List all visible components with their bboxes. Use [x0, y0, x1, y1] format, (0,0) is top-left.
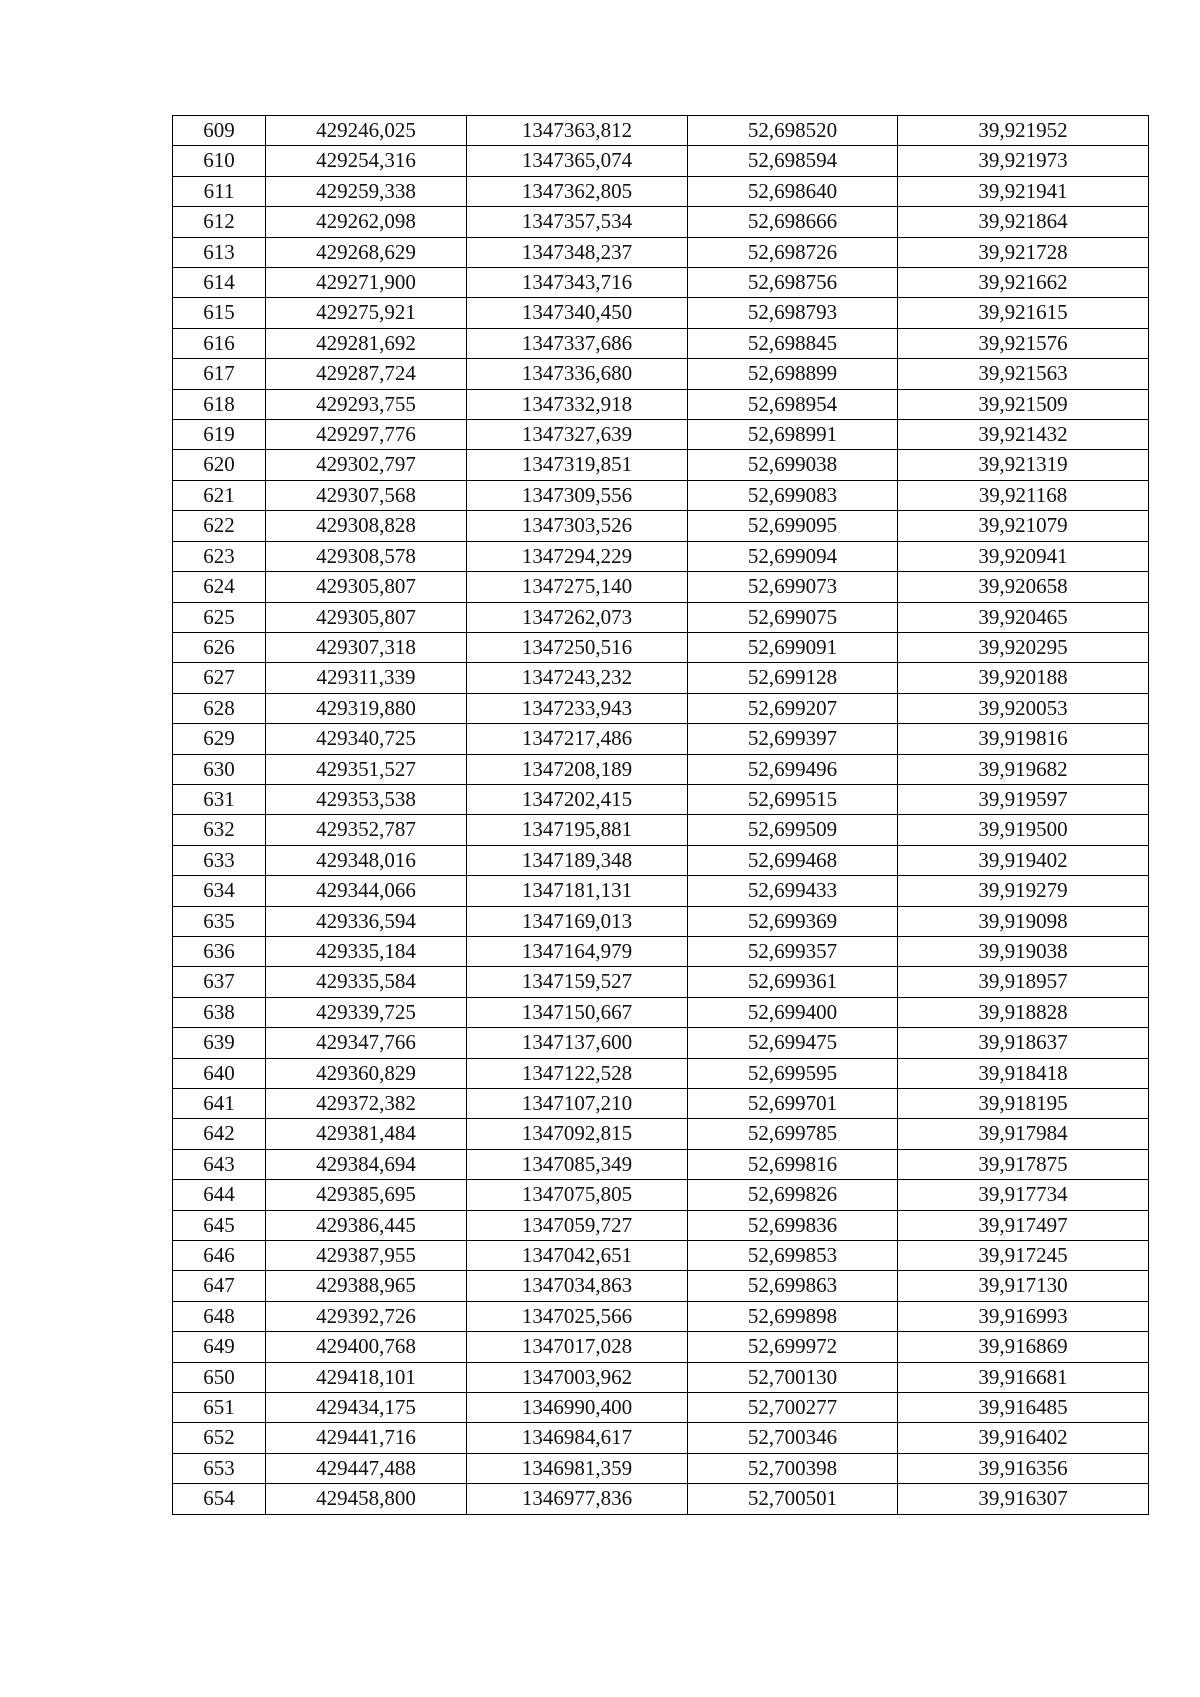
x-coordinate-cell: 429293,755 [266, 389, 467, 419]
y-coordinate-cell: 1347340,450 [467, 298, 688, 328]
point-number-cell: 645 [173, 1210, 266, 1240]
longitude-cell: 39,917245 [898, 1241, 1149, 1271]
point-number-cell: 613 [173, 237, 266, 267]
point-number-cell: 652 [173, 1423, 266, 1453]
x-coordinate-cell: 429386,445 [266, 1210, 467, 1240]
latitude-cell: 52,698520 [688, 116, 898, 146]
table-row [173, 359, 1149, 389]
y-coordinate-cell: 1347337,686 [467, 328, 688, 358]
latitude-cell: 52,699898 [688, 1301, 898, 1331]
longitude-cell: 39,921941 [898, 176, 1149, 206]
point-number-cell: 648 [173, 1301, 266, 1331]
y-coordinate-cell: 1347332,918 [467, 389, 688, 419]
y-coordinate-cell: 1347208,189 [467, 754, 688, 784]
latitude-cell: 52,700346 [688, 1423, 898, 1453]
longitude-cell: 39,920053 [898, 693, 1149, 723]
table-row [173, 754, 1149, 784]
point-number-cell: 643 [173, 1149, 266, 1179]
latitude-cell: 52,699400 [688, 997, 898, 1027]
y-coordinate-cell: 1347365,074 [467, 146, 688, 176]
latitude-cell: 52,699496 [688, 754, 898, 784]
x-coordinate-cell: 429319,880 [266, 693, 467, 723]
x-coordinate-cell: 429305,807 [266, 572, 467, 602]
x-coordinate-cell: 429275,921 [266, 298, 467, 328]
point-number-cell: 628 [173, 693, 266, 723]
x-coordinate-cell: 429381,484 [266, 1119, 467, 1149]
latitude-cell: 52,699509 [688, 815, 898, 845]
latitude-cell: 52,699785 [688, 1119, 898, 1149]
table-row [173, 298, 1149, 328]
point-number-cell: 609 [173, 116, 266, 146]
x-coordinate-cell: 429271,900 [266, 268, 467, 298]
longitude-cell: 39,919402 [898, 845, 1149, 875]
y-coordinate-cell: 1347348,237 [467, 237, 688, 267]
latitude-cell: 52,699369 [688, 906, 898, 936]
x-coordinate-cell: 429307,318 [266, 632, 467, 662]
y-coordinate-cell: 1347243,232 [467, 663, 688, 693]
coordinates-table [172, 115, 1149, 1515]
longitude-cell: 39,919816 [898, 724, 1149, 754]
latitude-cell: 52,699038 [688, 450, 898, 480]
y-coordinate-cell: 1347107,210 [467, 1089, 688, 1119]
latitude-cell: 52,700398 [688, 1453, 898, 1483]
y-coordinate-cell: 1347262,073 [467, 602, 688, 632]
x-coordinate-cell: 429302,797 [266, 450, 467, 480]
x-coordinate-cell: 429308,828 [266, 511, 467, 541]
longitude-cell: 39,916869 [898, 1332, 1149, 1362]
x-coordinate-cell: 429458,800 [266, 1484, 467, 1514]
x-coordinate-cell: 429352,787 [266, 815, 467, 845]
x-coordinate-cell: 429246,025 [266, 116, 467, 146]
latitude-cell: 52,699853 [688, 1241, 898, 1271]
x-coordinate-cell: 429441,716 [266, 1423, 467, 1453]
latitude-cell: 52,698726 [688, 237, 898, 267]
y-coordinate-cell: 1347363,812 [467, 116, 688, 146]
x-coordinate-cell: 429418,101 [266, 1362, 467, 1392]
point-number-cell: 617 [173, 359, 266, 389]
table-row [173, 1210, 1149, 1240]
y-coordinate-cell: 1347362,805 [467, 176, 688, 206]
x-coordinate-cell: 429347,766 [266, 1028, 467, 1058]
latitude-cell: 52,699357 [688, 936, 898, 966]
table-row [173, 572, 1149, 602]
y-coordinate-cell: 1347343,716 [467, 268, 688, 298]
y-coordinate-cell: 1347159,527 [467, 967, 688, 997]
x-coordinate-cell: 429335,584 [266, 967, 467, 997]
y-coordinate-cell: 1347309,556 [467, 480, 688, 510]
latitude-cell: 52,699433 [688, 876, 898, 906]
longitude-cell: 39,919500 [898, 815, 1149, 845]
y-coordinate-cell: 1347003,962 [467, 1362, 688, 1392]
x-coordinate-cell: 429392,726 [266, 1301, 467, 1331]
y-coordinate-cell: 1347319,851 [467, 450, 688, 480]
table-row [173, 876, 1149, 906]
latitude-cell: 52,700130 [688, 1362, 898, 1392]
longitude-cell: 39,916681 [898, 1362, 1149, 1392]
latitude-cell: 52,699075 [688, 602, 898, 632]
longitude-cell: 39,919682 [898, 754, 1149, 784]
latitude-cell: 52,698793 [688, 298, 898, 328]
latitude-cell: 52,699701 [688, 1089, 898, 1119]
table-row [173, 997, 1149, 1027]
point-number-cell: 630 [173, 754, 266, 784]
point-number-cell: 647 [173, 1271, 266, 1301]
x-coordinate-cell: 429400,768 [266, 1332, 467, 1362]
latitude-cell: 52,699863 [688, 1271, 898, 1301]
latitude-cell: 52,699073 [688, 572, 898, 602]
table-row [173, 1423, 1149, 1453]
y-coordinate-cell: 1347025,566 [467, 1301, 688, 1331]
table-row [173, 906, 1149, 936]
x-coordinate-cell: 429388,965 [266, 1271, 467, 1301]
x-coordinate-cell: 429307,568 [266, 480, 467, 510]
x-coordinate-cell: 429339,725 [266, 997, 467, 1027]
latitude-cell: 52,699361 [688, 967, 898, 997]
point-number-cell: 636 [173, 936, 266, 966]
table-row [173, 1149, 1149, 1179]
longitude-cell: 39,917497 [898, 1210, 1149, 1240]
y-coordinate-cell: 1347137,600 [467, 1028, 688, 1058]
point-number-cell: 644 [173, 1180, 266, 1210]
x-coordinate-cell: 429360,829 [266, 1058, 467, 1088]
table-row [173, 1271, 1149, 1301]
x-coordinate-cell: 429434,175 [266, 1393, 467, 1423]
point-number-cell: 612 [173, 207, 266, 237]
x-coordinate-cell: 429297,776 [266, 420, 467, 450]
latitude-cell: 52,699816 [688, 1149, 898, 1179]
latitude-cell: 52,699595 [688, 1058, 898, 1088]
latitude-cell: 52,699468 [688, 845, 898, 875]
longitude-cell: 39,921973 [898, 146, 1149, 176]
point-number-cell: 614 [173, 268, 266, 298]
longitude-cell: 39,917130 [898, 1271, 1149, 1301]
point-number-cell: 619 [173, 420, 266, 450]
latitude-cell: 52,699475 [688, 1028, 898, 1058]
latitude-cell: 52,699397 [688, 724, 898, 754]
longitude-cell: 39,916993 [898, 1301, 1149, 1331]
point-number-cell: 646 [173, 1241, 266, 1271]
x-coordinate-cell: 429385,695 [266, 1180, 467, 1210]
table-row [173, 541, 1149, 571]
point-number-cell: 638 [173, 997, 266, 1027]
longitude-cell: 39,921432 [898, 420, 1149, 450]
y-coordinate-cell: 1347092,815 [467, 1119, 688, 1149]
longitude-cell: 39,921079 [898, 511, 1149, 541]
y-coordinate-cell: 1347275,140 [467, 572, 688, 602]
point-number-cell: 629 [173, 724, 266, 754]
longitude-cell: 39,917734 [898, 1180, 1149, 1210]
latitude-cell: 52,699095 [688, 511, 898, 541]
point-number-cell: 642 [173, 1119, 266, 1149]
table-row [173, 663, 1149, 693]
table-row [173, 1301, 1149, 1331]
y-coordinate-cell: 1347195,881 [467, 815, 688, 845]
point-number-cell: 626 [173, 632, 266, 662]
longitude-cell: 39,920465 [898, 602, 1149, 632]
table-row [173, 328, 1149, 358]
longitude-cell: 39,918828 [898, 997, 1149, 1027]
longitude-cell: 39,917984 [898, 1119, 1149, 1149]
latitude-cell: 52,699091 [688, 632, 898, 662]
y-coordinate-cell: 1347150,667 [467, 997, 688, 1027]
table-row [173, 1119, 1149, 1149]
point-number-cell: 622 [173, 511, 266, 541]
longitude-cell: 39,921728 [898, 237, 1149, 267]
table-row [173, 176, 1149, 206]
table-row [173, 967, 1149, 997]
y-coordinate-cell: 1347217,486 [467, 724, 688, 754]
longitude-cell: 39,921563 [898, 359, 1149, 389]
point-number-cell: 637 [173, 967, 266, 997]
point-number-cell: 616 [173, 328, 266, 358]
y-coordinate-cell: 1347181,131 [467, 876, 688, 906]
latitude-cell: 52,699083 [688, 480, 898, 510]
point-number-cell: 641 [173, 1089, 266, 1119]
latitude-cell: 52,698954 [688, 389, 898, 419]
table-row [173, 1453, 1149, 1483]
y-coordinate-cell: 1347294,229 [467, 541, 688, 571]
latitude-cell: 52,699826 [688, 1180, 898, 1210]
x-coordinate-cell: 429281,692 [266, 328, 467, 358]
point-number-cell: 639 [173, 1028, 266, 1058]
y-coordinate-cell: 1346977,836 [467, 1484, 688, 1514]
point-number-cell: 632 [173, 815, 266, 845]
y-coordinate-cell: 1347250,516 [467, 632, 688, 662]
x-coordinate-cell: 429335,184 [266, 936, 467, 966]
x-coordinate-cell: 429262,098 [266, 207, 467, 237]
latitude-cell: 52,698666 [688, 207, 898, 237]
table-row [173, 1028, 1149, 1058]
point-number-cell: 640 [173, 1058, 266, 1088]
coordinates-table-body [173, 116, 1149, 1515]
y-coordinate-cell: 1346981,359 [467, 1453, 688, 1483]
y-coordinate-cell: 1347303,526 [467, 511, 688, 541]
y-coordinate-cell: 1347336,680 [467, 359, 688, 389]
longitude-cell: 39,918957 [898, 967, 1149, 997]
table-row [173, 1058, 1149, 1088]
longitude-cell: 39,921168 [898, 480, 1149, 510]
latitude-cell: 52,699515 [688, 784, 898, 814]
latitude-cell: 52,700501 [688, 1484, 898, 1514]
table-row [173, 237, 1149, 267]
x-coordinate-cell: 429268,629 [266, 237, 467, 267]
x-coordinate-cell: 429353,538 [266, 784, 467, 814]
longitude-cell: 39,921952 [898, 116, 1149, 146]
y-coordinate-cell: 1347075,805 [467, 1180, 688, 1210]
x-coordinate-cell: 429305,807 [266, 602, 467, 632]
longitude-cell: 39,920658 [898, 572, 1149, 602]
x-coordinate-cell: 429447,488 [266, 1453, 467, 1483]
x-coordinate-cell: 429311,339 [266, 663, 467, 693]
point-number-cell: 651 [173, 1393, 266, 1423]
table-row [173, 1484, 1149, 1514]
point-number-cell: 649 [173, 1332, 266, 1362]
point-number-cell: 650 [173, 1362, 266, 1392]
table-row [173, 724, 1149, 754]
point-number-cell: 627 [173, 663, 266, 693]
x-coordinate-cell: 429351,527 [266, 754, 467, 784]
x-coordinate-cell: 429259,338 [266, 176, 467, 206]
x-coordinate-cell: 429287,724 [266, 359, 467, 389]
table-row [173, 511, 1149, 541]
x-coordinate-cell: 429336,594 [266, 906, 467, 936]
x-coordinate-cell: 429340,725 [266, 724, 467, 754]
point-number-cell: 654 [173, 1484, 266, 1514]
point-number-cell: 635 [173, 906, 266, 936]
table-row [173, 116, 1149, 146]
table-row [173, 1362, 1149, 1392]
table-row [173, 845, 1149, 875]
point-number-cell: 623 [173, 541, 266, 571]
latitude-cell: 52,699094 [688, 541, 898, 571]
longitude-cell: 39,916402 [898, 1423, 1149, 1453]
table-row [173, 936, 1149, 966]
longitude-cell: 39,921662 [898, 268, 1149, 298]
table-row [173, 815, 1149, 845]
longitude-cell: 39,921509 [898, 389, 1149, 419]
y-coordinate-cell: 1347017,028 [467, 1332, 688, 1362]
y-coordinate-cell: 1347042,651 [467, 1241, 688, 1271]
latitude-cell: 52,698640 [688, 176, 898, 206]
longitude-cell: 39,916307 [898, 1484, 1149, 1514]
point-number-cell: 615 [173, 298, 266, 328]
longitude-cell: 39,921864 [898, 207, 1149, 237]
table-row [173, 389, 1149, 419]
longitude-cell: 39,920295 [898, 632, 1149, 662]
longitude-cell: 39,918637 [898, 1028, 1149, 1058]
x-coordinate-cell: 429348,016 [266, 845, 467, 875]
y-coordinate-cell: 1347034,863 [467, 1271, 688, 1301]
x-coordinate-cell: 429387,955 [266, 1241, 467, 1271]
table-row [173, 268, 1149, 298]
longitude-cell: 39,917875 [898, 1149, 1149, 1179]
y-coordinate-cell: 1347085,349 [467, 1149, 688, 1179]
latitude-cell: 52,699972 [688, 1332, 898, 1362]
y-coordinate-cell: 1347122,528 [467, 1058, 688, 1088]
table-row [173, 420, 1149, 450]
x-coordinate-cell: 429372,382 [266, 1089, 467, 1119]
y-coordinate-cell: 1347357,534 [467, 207, 688, 237]
x-coordinate-cell: 429308,578 [266, 541, 467, 571]
latitude-cell: 52,699128 [688, 663, 898, 693]
latitude-cell: 52,698899 [688, 359, 898, 389]
longitude-cell: 39,921615 [898, 298, 1149, 328]
table-row [173, 784, 1149, 814]
table-row [173, 480, 1149, 510]
point-number-cell: 634 [173, 876, 266, 906]
y-coordinate-cell: 1347233,943 [467, 693, 688, 723]
longitude-cell: 39,916356 [898, 1453, 1149, 1483]
longitude-cell: 39,919597 [898, 784, 1149, 814]
y-coordinate-cell: 1347327,639 [467, 420, 688, 450]
y-coordinate-cell: 1347169,013 [467, 906, 688, 936]
table-row [173, 1180, 1149, 1210]
longitude-cell: 39,919279 [898, 876, 1149, 906]
longitude-cell: 39,920941 [898, 541, 1149, 571]
longitude-cell: 39,918418 [898, 1058, 1149, 1088]
point-number-cell: 618 [173, 389, 266, 419]
point-number-cell: 611 [173, 176, 266, 206]
table-row [173, 632, 1149, 662]
longitude-cell: 39,921319 [898, 450, 1149, 480]
table-row [173, 1089, 1149, 1119]
latitude-cell: 52,699207 [688, 693, 898, 723]
y-coordinate-cell: 1347202,415 [467, 784, 688, 814]
longitude-cell: 39,920188 [898, 663, 1149, 693]
table-row [173, 1241, 1149, 1271]
table-row [173, 207, 1149, 237]
table-row [173, 602, 1149, 632]
latitude-cell: 52,698991 [688, 420, 898, 450]
x-coordinate-cell: 429384,694 [266, 1149, 467, 1179]
longitude-cell: 39,916485 [898, 1393, 1149, 1423]
longitude-cell: 39,919038 [898, 936, 1149, 966]
y-coordinate-cell: 1347059,727 [467, 1210, 688, 1240]
latitude-cell: 52,698594 [688, 146, 898, 176]
point-number-cell: 610 [173, 146, 266, 176]
table-row [173, 693, 1149, 723]
latitude-cell: 52,700277 [688, 1393, 898, 1423]
table-row [173, 1332, 1149, 1362]
point-number-cell: 620 [173, 450, 266, 480]
table-row [173, 146, 1149, 176]
x-coordinate-cell: 429344,066 [266, 876, 467, 906]
longitude-cell: 39,918195 [898, 1089, 1149, 1119]
y-coordinate-cell: 1346990,400 [467, 1393, 688, 1423]
x-coordinate-cell: 429254,316 [266, 146, 467, 176]
longitude-cell: 39,919098 [898, 906, 1149, 936]
longitude-cell: 39,921576 [898, 328, 1149, 358]
latitude-cell: 52,698845 [688, 328, 898, 358]
point-number-cell: 653 [173, 1453, 266, 1483]
point-number-cell: 624 [173, 572, 266, 602]
point-number-cell: 625 [173, 602, 266, 632]
latitude-cell: 52,699836 [688, 1210, 898, 1240]
y-coordinate-cell: 1347189,348 [467, 845, 688, 875]
latitude-cell: 52,698756 [688, 268, 898, 298]
table-row [173, 450, 1149, 480]
point-number-cell: 621 [173, 480, 266, 510]
y-coordinate-cell: 1346984,617 [467, 1423, 688, 1453]
table-row [173, 1393, 1149, 1423]
y-coordinate-cell: 1347164,979 [467, 936, 688, 966]
point-number-cell: 631 [173, 784, 266, 814]
point-number-cell: 633 [173, 845, 266, 875]
